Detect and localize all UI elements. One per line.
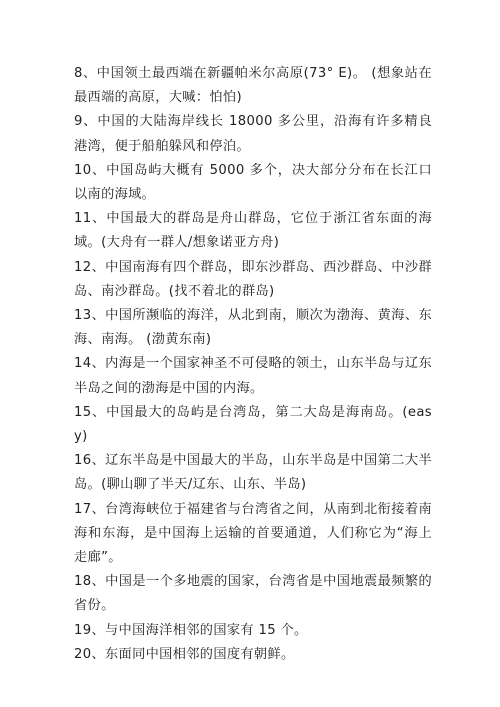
list-item: 18、中国是一个多地震的国家，台湾省是中国地震最频繁的省份。 xyxy=(74,574,432,614)
list-item: 10、中国岛屿大概有 5000 多个，决大部分分布在长江口以南的海域。 xyxy=(74,162,432,203)
list-item: 19、与中国海洋相邻的国家有 15 个。 xyxy=(74,622,308,638)
list-item: 16、辽东半岛是中国最大的半岛，山东半岛是中国第二大半岛。(聊山聊了半天/辽东、山东、半岛) xyxy=(74,453,432,493)
list-item: 11、中国最大的群岛是舟山群岛，它位于浙江省东面的海域。(大舟有一群人/想象诺亚方舟) xyxy=(74,211,432,251)
document-body xyxy=(74,62,432,667)
list-item: 20、东面同中国相邻的国度有朝鲜。 xyxy=(74,646,295,662)
list-item: 14、内海是一个国家神圣不可侵略的领土，山东半岛与辽东半岛之间的渤海是中国的内海。 xyxy=(74,356,432,396)
list-item: 8、中国领土最西端在新疆帕米尔高原(73° E)。 (想象站在最西端的高原，大喊：怕怕) xyxy=(74,66,432,106)
list-item: 12、中国南海有四个群岛，即东沙群岛、西沙群岛、中沙群岛、南沙群岛。(找不着北的群岛) xyxy=(74,259,432,299)
list-item: 15、中国最大的岛屿是台湾岛，第二大岛是海南岛。(easy) xyxy=(74,404,432,445)
list-item: 13、中国所濒临的海洋，从北到南，顺次为渤海、黄海、东海、南海。 (渤黄东南) xyxy=(74,308,432,348)
list-item: 17、台湾海峡位于福建省与台湾省之间，从南到北衔接着南海和东海，是中国海上运输的首要通道，人们称它为“海上走廊”。 xyxy=(74,501,432,566)
list-item: 9、中国的大陆海岸线长 18000 多公里，沿海有许多精良港湾，便于船舶躲风和停泊。 xyxy=(74,114,432,154)
